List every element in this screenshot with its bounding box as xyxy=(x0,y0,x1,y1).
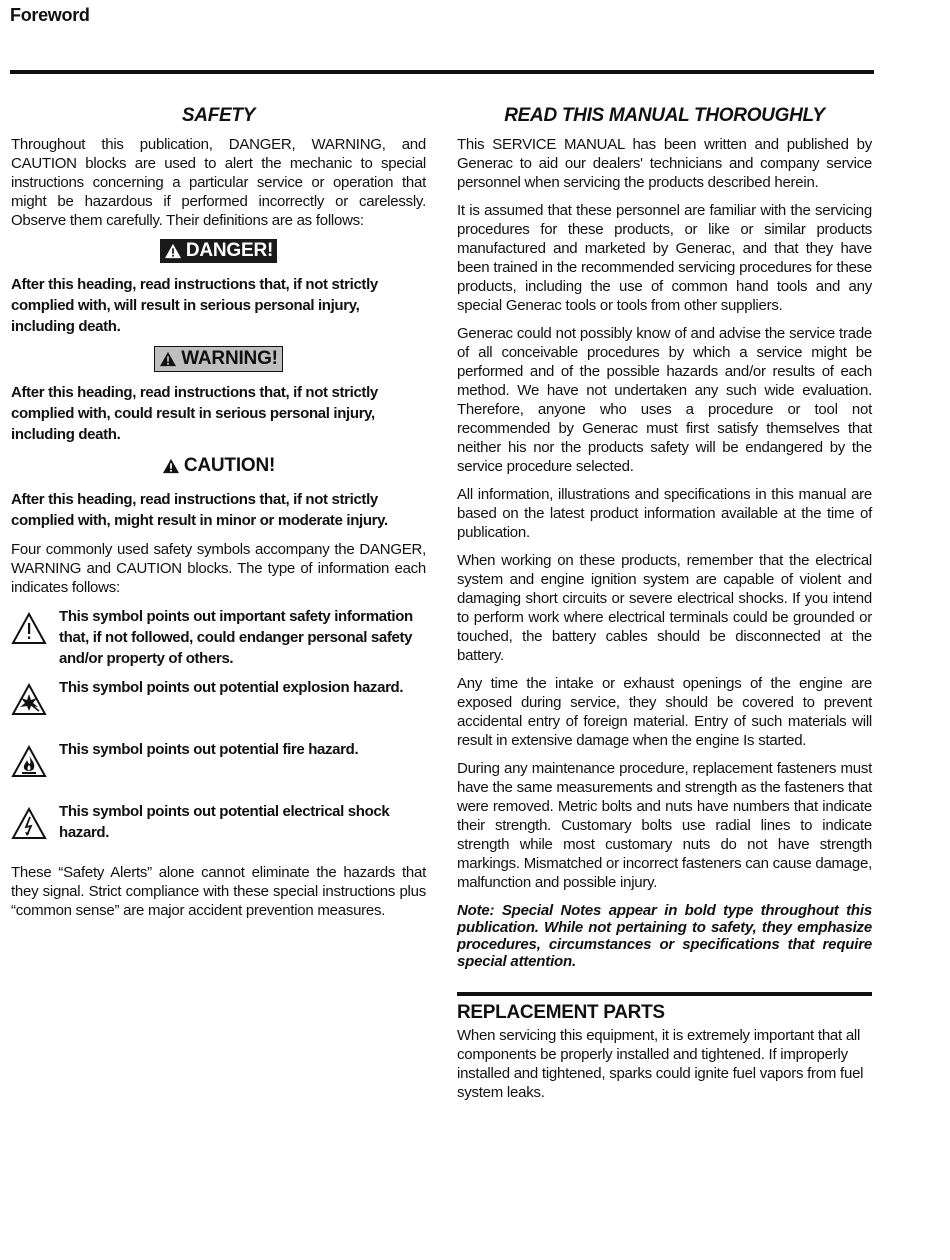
symbol-text-fire: This symbol points out potential fire hazard. xyxy=(59,741,359,758)
caution-badge xyxy=(158,454,279,478)
page-header-title: Foreword xyxy=(10,5,90,25)
caution-block xyxy=(11,454,426,479)
caution-label: CAUTION! xyxy=(183,455,276,476)
exclamation-triangle-icon xyxy=(11,612,47,646)
warning-triangle-icon xyxy=(162,458,180,474)
replacement-text: When servicing this equipment, it is extremely important that all components be properly installed and tightened. If improperly installed and tightened, sparks could ignite fuel vapors from fuel system leaks. xyxy=(457,1027,864,1101)
manual-paragraph: During any maintenance procedure, replacement fasteners must have the same measurements and strength as the fasteners that were removed. Metric bolts and nuts have numbers that indicate their strength. Customary bolts use radial lines to indicate strength while most customary nuts do not have strength markings. Mismatched or incorrect fasteners can cause damage, malfunction and possible injury. xyxy=(457,760,872,891)
warning-triangle-icon xyxy=(164,243,182,259)
symbol-row-explosion xyxy=(11,677,426,731)
manual-paragraph: All information, illustrations and specifications in this manual are based on the latest product information available at the time of publication. xyxy=(457,486,872,541)
manual-paragraph: When working on these products, remember that the electrical system and engine ignition system are capable of violent and damaging short circuits or severe electrical shocks. If you intend to perform work where electrical terminals could be grounded or touched, the battery cables should be disconnected at the battery. xyxy=(457,552,872,664)
fire-hazard-icon xyxy=(11,745,47,779)
manual-paragraph: Generac could not possibly know of and advise the service trade of all conceivable procedures by which a service might be performed and of the possible hazards and/or results of each method. We have not undertaken any such wide evaluation. Therefore, anyone who uses a procedure or tool not recommended by Generac must first satisfy themselves that neither his nor the products safety will be endangered by the service procedure selected. xyxy=(457,325,872,475)
warning-label: WARNING! xyxy=(181,348,278,369)
danger-text: After this heading, read instructions that, if not strictly complied with, will result in serious personal injury, including death. xyxy=(11,276,378,335)
warning-text: After this heading, read instructions that, if not strictly complied with, could result in serious personal injury, including death. xyxy=(11,384,378,443)
replacement-title: REPLACEMENT PARTS xyxy=(457,1002,665,1023)
safety-closing: These “Safety Alerts” alone cannot eliminate the hazards that they signal. Strict compliance with these special instructions plus “common sense” are major accident prevention measures. xyxy=(11,864,426,919)
danger-block xyxy=(11,239,426,264)
danger-label: DANGER! xyxy=(185,240,274,261)
replacement-divider xyxy=(457,992,872,996)
safety-column xyxy=(11,105,426,929)
symbol-row-electrical xyxy=(11,801,426,855)
warning-triangle-icon xyxy=(159,351,177,367)
danger-badge xyxy=(160,239,277,263)
warning-block xyxy=(11,346,426,372)
symbol-text-explosion: This symbol points out potential explosion hazard. xyxy=(59,679,404,696)
special-note: Note: Special Notes appear in bold type throughout this publication. While not pertaining to safety, they emphasize procedures, circumstances or specifications that require special attention. xyxy=(457,902,872,970)
safety-title: SAFETY xyxy=(181,105,256,126)
explosion-hazard-icon xyxy=(11,683,47,717)
symbol-text-electrical: This symbol points out potential electrical shock hazard. xyxy=(59,803,390,841)
manual-column xyxy=(457,105,872,1111)
manual-paragraph: It is assumed that these personnel are familiar with the servicing procedures for these products, or like or similar products manufactured and marketed by Generac, and that they have been trained in the recommended servicing procedures for these products, including the use of common hand tools and any special Generac tools or tools from other suppliers. xyxy=(457,202,872,314)
manual-title: READ THIS MANUAL THOROUGHLY xyxy=(504,105,825,126)
electrical-shock-icon xyxy=(11,807,47,841)
symbol-row-general xyxy=(11,606,426,669)
manual-paragraph: This SERVICE MANUAL has been written and published by Generac to aid our dealers' technicians and company service personnel when servicing the products described herein. xyxy=(457,136,872,191)
manual-paragraph: Any time the intake or exhaust openings of the engine are exposed during service, they should be covered to prevent accidental entry of foreign material. Entry of such materials will result in extensive damage when the engine Is started. xyxy=(457,675,872,749)
warning-badge xyxy=(154,346,283,372)
symbol-text-general: This symbol points out important safety information that, if not followed, could endanger personal safety and/or property of others. xyxy=(59,608,413,667)
caution-text: After this heading, read instructions that, if not strictly complied with, might result in minor or moderate injury. xyxy=(11,491,388,529)
safety-intro: Throughout this publication, DANGER, WARNING, and CAUTION blocks are used to alert the mechanic to special instructions concerning a particular service or operation that might be hazardous if performed incorrectly or carelessly. Observe them carefully. Their definitions are as follows: xyxy=(11,136,426,229)
symbols-intro: Four commonly used safety symbols accompany the DANGER, WARNING and CAUTION blocks. The type of information each indicates follows: xyxy=(11,541,426,596)
symbol-row-fire xyxy=(11,739,426,793)
header-divider xyxy=(10,70,874,74)
